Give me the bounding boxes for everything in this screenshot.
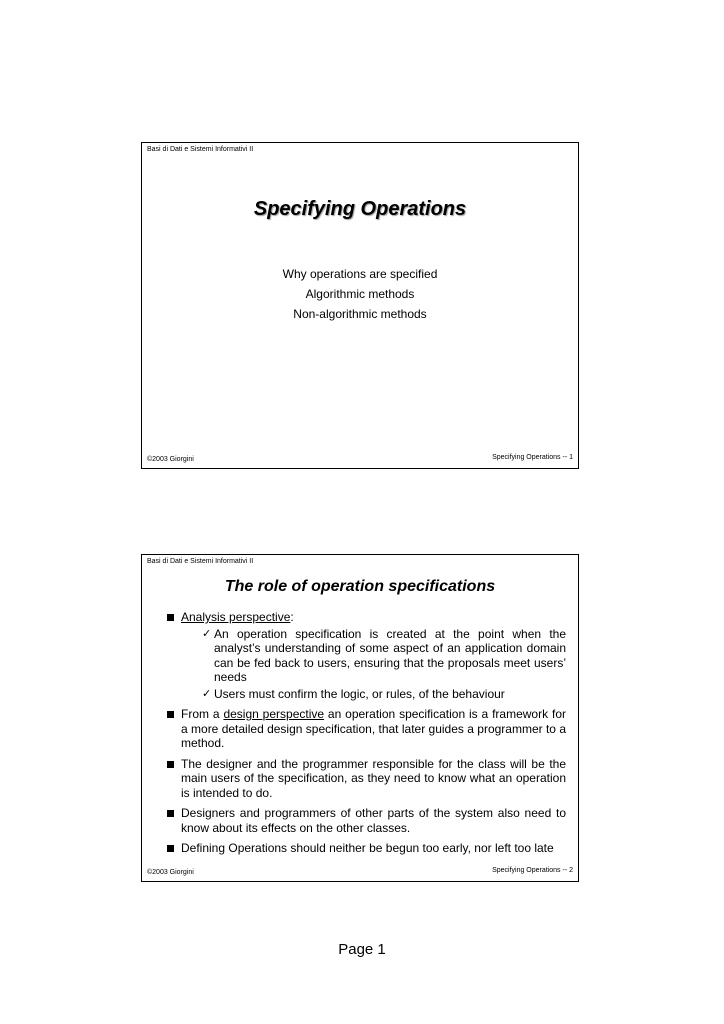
square-bullet-icon <box>167 810 174 817</box>
copyright: ©2003 Giorgini <box>147 869 194 876</box>
slide-title: Specifying Operations <box>253 198 467 220</box>
square-bullet-icon <box>167 845 174 852</box>
slide-footer: Specifying Operations -- 1 <box>492 454 573 461</box>
topic-item: Algorithmic methods <box>305 287 415 301</box>
course-label: Basi di Dati e Sistemi Informativi II <box>147 558 254 565</box>
slide-footer: Specifying Operations -- 2 <box>492 867 573 874</box>
bullet-item: Analysis perspective: ✓ An operation specification is created at the point when the analyst’s understanding of some aspect of an application domain can be fed back to users, ensuring that the proposals meet users’ needs ✓ Users must confirm the logic, or rules, of the behaviour <box>167 610 566 701</box>
underlined-term: design perspective <box>223 707 325 721</box>
square-bullet-icon <box>167 761 174 768</box>
square-bullet-icon <box>167 711 174 718</box>
bullet-item: Designers and programmers of other parts of the system also need to know about its effects on the other classes. <box>167 806 566 835</box>
slide-1 <box>141 142 579 469</box>
slide-title: The role of operation specifications <box>224 578 496 595</box>
bullet-list <box>167 610 566 862</box>
topic-list <box>142 264 578 324</box>
course-label: Basi di Dati e Sistemi Informativi II <box>147 146 254 153</box>
bullet-item: Defining Operations should neither be begun too early, nor left too late <box>167 841 566 856</box>
slide-2 <box>141 554 579 882</box>
sub-bullet-item: ✓ Users must confirm the logic, or rules, of the behaviour <box>202 686 505 701</box>
checkmark-icon: ✓ <box>202 627 212 640</box>
topic-item: Non-algorithmic methods <box>293 307 427 321</box>
checkmark-icon: ✓ <box>202 687 212 700</box>
underlined-term: Analysis perspective <box>181 610 291 624</box>
bullet-item: From a design perspective an operation specification is a framework for a more detailed design specification, that later guides a programmer to a method. <box>167 707 566 751</box>
sub-bullet-item: ✓ An operation specification is created at the point when the analyst’s understanding of some aspect of an application domain can be fed back to users, ensuring that the proposals meet users’ needs <box>202 626 566 684</box>
page-number: Page 1 <box>338 941 386 958</box>
copyright: ©2003 Giorgini <box>147 456 194 463</box>
square-bullet-icon <box>167 614 174 621</box>
bullet-item: The designer and the programmer responsible for the class will be the main users of the specification, as they need to know what an operation is intended to do. <box>167 757 566 801</box>
topic-item: Why operations are specified <box>282 267 438 281</box>
